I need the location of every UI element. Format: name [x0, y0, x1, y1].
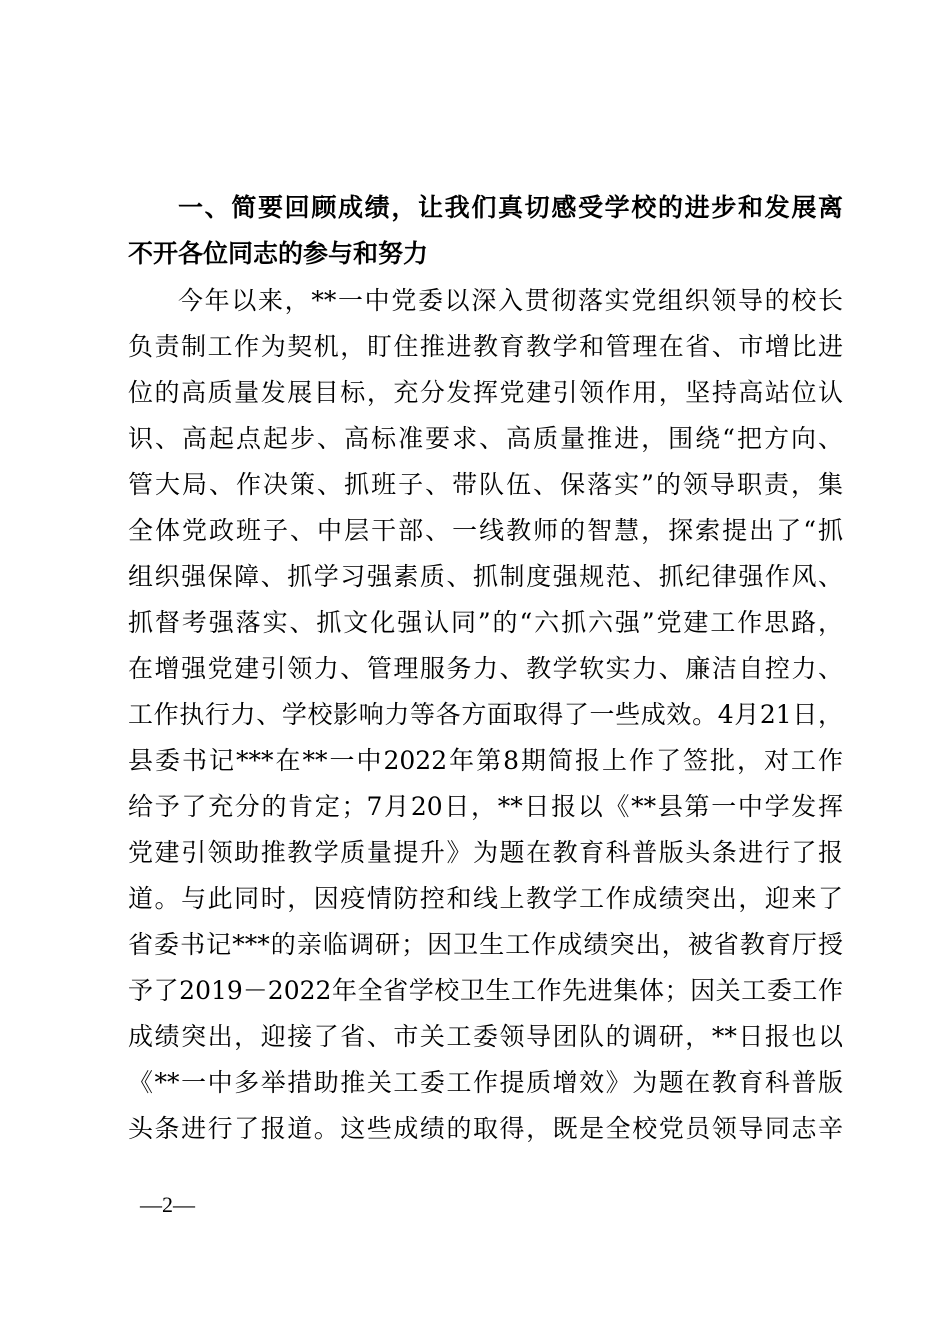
body-text-line: 全体党政班子、中层干部、一线教师的智慧，探索提出了“抓	[128, 516, 843, 545]
body-text-line: 头条进行了报道。这些成绩的取得，既是全校党员领导同志辛	[128, 1114, 843, 1143]
body-text-line: 党建引领助推教学质量提升》为题在教育科普版头条进行了报	[128, 838, 843, 867]
body-text-line: 县委书记***在**一中2022年第8期简报上作了签批，对工作	[128, 746, 843, 775]
body-text-line: 给予了充分的肯定；7月20日，**日报以《**县第一中学发挥	[128, 792, 843, 821]
body-text-line: 组织强保障、抓学习强素质、抓制度强规范、抓纪律强作风、	[128, 562, 843, 591]
body-text-line: 省委书记***的亲临调研；因卫生工作成绩突出，被省教育厅授	[128, 930, 843, 959]
body-text-line: 道。与此同时，因疫情防控和线上教学工作成绩突出，迎来了	[128, 884, 843, 913]
body-text-line: 抓督考强落实、抓文化强认同”的“六抓六强”党建工作思路，	[128, 608, 843, 637]
page-number: —2—	[140, 1192, 195, 1217]
body-text-line: 在增强党建引领力、管理服务力、教学软实力、廉洁自控力、	[128, 654, 843, 683]
body-text-line: 管大局、作决策、抓班子、带队伍、保落实”的领导职责，集	[128, 470, 843, 499]
body-text-line: 识、高起点起步、高标准要求、高质量推进，围绕“把方向、	[128, 424, 843, 453]
body-text-line: 予了2019－2022年全省学校卫生工作先进集体；因关工委工作	[128, 976, 843, 1005]
body-text-line: 成绩突出，迎接了省、市关工委领导团队的调研，**日报也以	[128, 1022, 843, 1051]
body-text-line: 位的高质量发展目标，充分发挥党建引领作用，坚持高站位认	[128, 378, 843, 407]
body-text-line: 今年以来，**一中党委以深入贯彻落实党组织领导的校长	[178, 286, 843, 315]
body-text-line: 工作执行力、学校影响力等各方面取得了一些成效。4月21日，	[128, 700, 843, 729]
body-text-line: 负责制工作为契机，盯住推进教育教学和管理在省、市增比进	[128, 332, 843, 361]
section-heading-line-2: 不开各位同志的参与和努力	[128, 239, 429, 268]
body-text-line: 《**一中多举措助推关工委工作提质增效》为题在教育科普版	[128, 1068, 843, 1097]
section-heading-line-1: 一、简要回顾成绩，让我们真切感受学校的进步和发展离	[178, 193, 843, 222]
